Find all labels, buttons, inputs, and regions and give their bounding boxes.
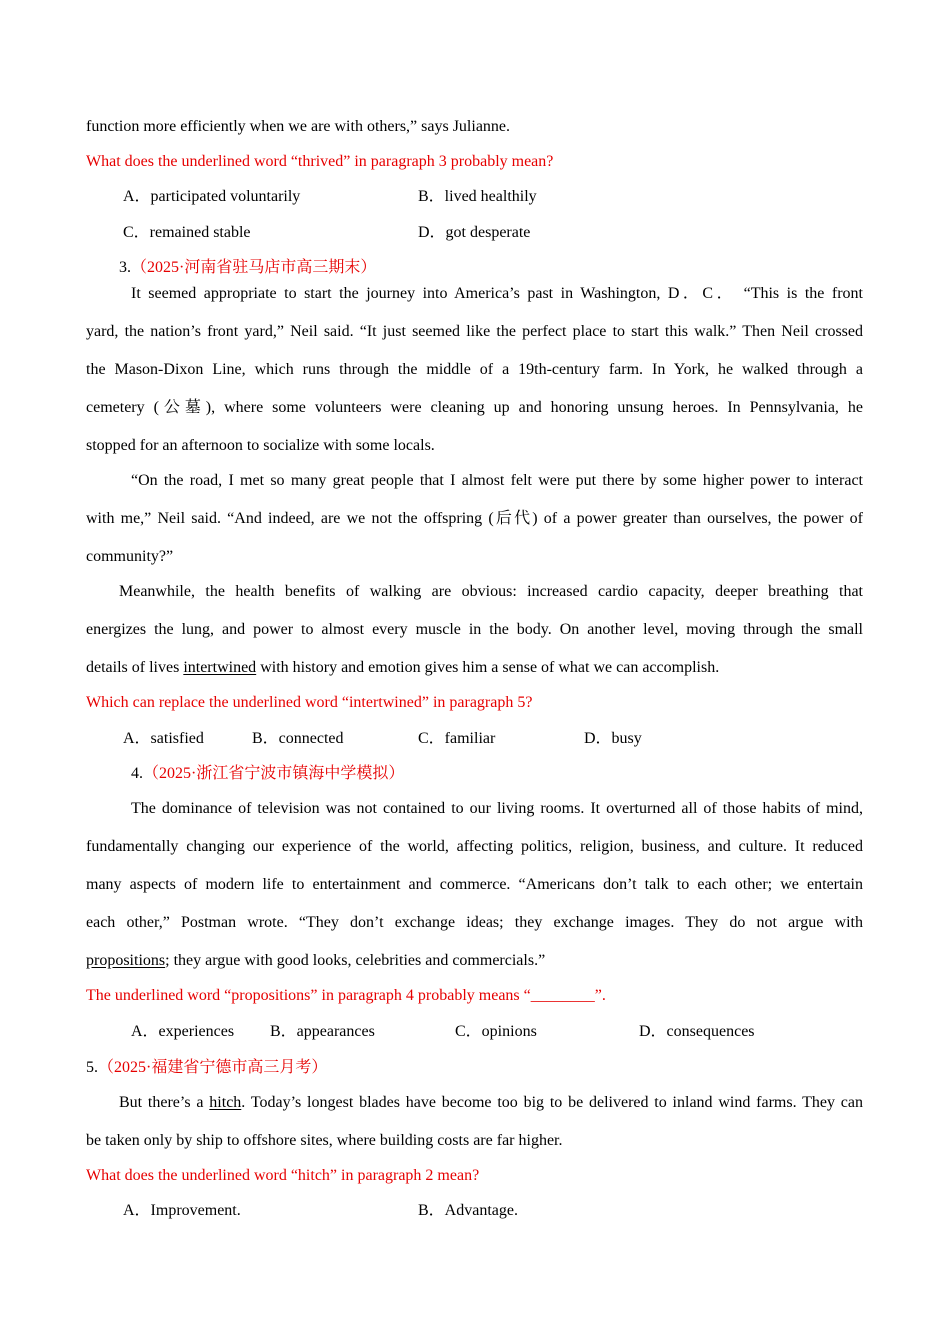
q3-p3-line3 xyxy=(86,658,719,678)
q3-option-a: A．satisfied xyxy=(123,730,204,747)
q4-line5 xyxy=(86,951,545,971)
q5-heading xyxy=(86,1058,327,1078)
q3-p1-line1: It seemed appropriate to start the journey into America’s past in Washington, D．C． “This is the front xyxy=(131,285,863,302)
q4-option-b: B．appearances xyxy=(270,1023,375,1040)
q2-option-a: A．participated voluntarily xyxy=(123,188,301,205)
q5-question: What does the underlined word “hitch” in paragraph 2 mean? xyxy=(86,1167,480,1184)
q4-line3: many aspects of modern life to entertainment and commerce. “Americans don’t talk to each other; we entertain xyxy=(86,876,863,893)
q2-option-b: B．lived healthily xyxy=(418,188,537,205)
q3-p3-line1: Meanwhile, the health benefits of walking are obvious: increased cardio capacity, deeper breathing that xyxy=(119,583,863,600)
q4-line2: fundamentally changing our experience of the world, affecting politics, religion, business, and culture. It reduced xyxy=(86,838,863,855)
q3-option-c: C．familiar xyxy=(418,730,496,747)
q4-line4: each other,” Postman wrote. “They don’t exchange ideas; they exchange images. They do not argue with xyxy=(86,914,863,931)
q3-p1-line4: cemetery (公墓), where some volunteers were cleaning up and honoring unsung heroes. In Pennsylvania, he xyxy=(86,399,863,416)
q5-line1 xyxy=(119,1093,863,1113)
q4-underlined-word: propositions xyxy=(86,952,166,969)
q3-option-d: D．busy xyxy=(584,730,642,747)
q3-p1-line3: the Mason-Dixon Line, which runs through the middle of a 19th-century farm. In York, he walked through a xyxy=(86,361,863,378)
q3-p3-line2: energizes the lung, and power to almost every muscle in the body. On another level, moving through the small xyxy=(86,621,863,638)
q5-source: （2025·福建省宁德市高三月考） xyxy=(98,1059,328,1076)
q3-p2-line2: with me,” Neil said. “And indeed, are we not the offspring (后代) of a power greater than ourselves, the power of xyxy=(86,510,863,527)
q4-line5-text: ; they argue with good looks, celebrities and commercials.” xyxy=(165,952,546,969)
q4-question: The underlined word “propositions” in paragraph 4 probably means “________”. xyxy=(86,987,606,1004)
q2-question: What does the underlined word “thrived” in paragraph 3 probably mean? xyxy=(86,153,554,170)
q5-option-b: B．Advantage. xyxy=(418,1202,518,1219)
q3-p2-line3: community?” xyxy=(86,548,174,565)
q4-source: （2025·浙江省宁波市镇海中学模拟） xyxy=(143,765,405,782)
q3-source: （2025·河南省驻马店市高三期末） xyxy=(131,259,377,276)
q5-number: 5. xyxy=(86,1059,98,1076)
q4-number: 4. xyxy=(131,765,143,782)
q5-line1-after: . Today’s longest blades have become too big to be delivered to inland wind farms. They can xyxy=(241,1094,863,1111)
q5-option-a: A．Improvement. xyxy=(123,1202,241,1219)
q3-number: 3. xyxy=(119,259,131,276)
q3-question: Which can replace the underlined word “intertwined” in paragraph 5? xyxy=(86,694,533,711)
q5-underlined-word: hitch xyxy=(209,1094,242,1111)
q3-underlined-word: intertwined xyxy=(183,659,257,676)
q3-heading xyxy=(119,258,376,278)
q4-line1: The dominance of television was not contained to our living rooms. It overturned all of those habits of mind, xyxy=(131,800,863,817)
q3-p2-line1: “On the road, I met so many great people that I almost felt were put there by some higher power to interact xyxy=(131,472,863,489)
q3-p3-text-after: with history and emotion gives him a sense of what we can accomplish. xyxy=(256,659,720,676)
q3-p3-text-before: details of lives xyxy=(86,659,184,676)
q5-line2: be taken only by ship to offshore sites, where building costs are far higher. xyxy=(86,1132,563,1149)
q4-option-d: D．consequences xyxy=(639,1023,755,1040)
q4-option-c: C．opinions xyxy=(455,1023,537,1040)
q3-p1-line2: yard, the nation’s front yard,” Neil said. “It just seemed like the perfect place to start this walk.” Then Neil crossed xyxy=(86,323,863,340)
q4-heading xyxy=(131,764,404,784)
q2-passage-tail: function more efficiently when we are with others,” says Julianne. xyxy=(86,118,511,135)
q3-option-b: B．connected xyxy=(252,730,344,747)
q2-option-c: C．remained stable xyxy=(123,224,251,241)
q2-option-d: D．got desperate xyxy=(418,224,531,241)
q5-line1-before: But there’s a xyxy=(119,1094,210,1111)
q4-option-a: A．experiences xyxy=(131,1023,235,1040)
q3-p1-line5: stopped for an afternoon to socialize with some locals. xyxy=(86,437,435,454)
